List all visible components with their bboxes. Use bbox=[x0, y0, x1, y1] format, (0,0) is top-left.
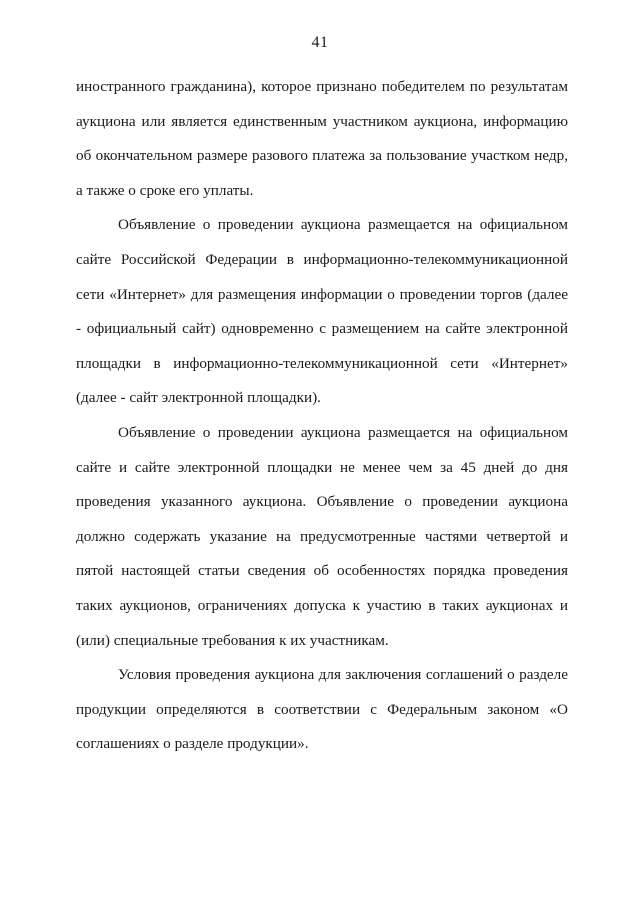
paragraph-announcement-placement: Объявление о проведении аукциона размещается на официальном сайте Российской Федерации в информационно-телекоммуникационной сети «Интернет» для размещения информации о проведении торгов (далее - официальный сайт) одновременно с размещением на сайте электронной площадки в информационно-телекоммуникационной сети «Интернет» (далее - сайт электронной площадки). bbox=[76, 216, 568, 407]
paragraph-announcement-timing: Объявление о проведении аукциона размещается на официальном сайте и сайте электронной площадки не менее чем за 45 дней до дня проведения указанного аукциона. Объявление о проведении аукциона должно содержать указание на предусмотренные частями четвертой и пятой настоящей статьи сведения об особенностях порядка проведения таких аукционов, ограничениях допуска к участию в таких аукционах и (или) специальные требования к их участникам. bbox=[76, 423, 568, 649]
paragraph-continuation: иностранного гражданина), которое признано победителем по результатам аукциона или является единственным участником аукциона, информацию об окончательном размере разового платежа за пользование участком недр, а также о сроке его уплаты. bbox=[76, 78, 568, 199]
paragraph-psa-conditions: Условия проведения аукциона для заключения соглашений о разделе продукции определяются в соответствии с Федеральным законом «О соглашениях о разделе продукции». bbox=[76, 666, 568, 753]
document-body bbox=[76, 70, 568, 762]
page-number: 41 bbox=[311, 34, 329, 51]
